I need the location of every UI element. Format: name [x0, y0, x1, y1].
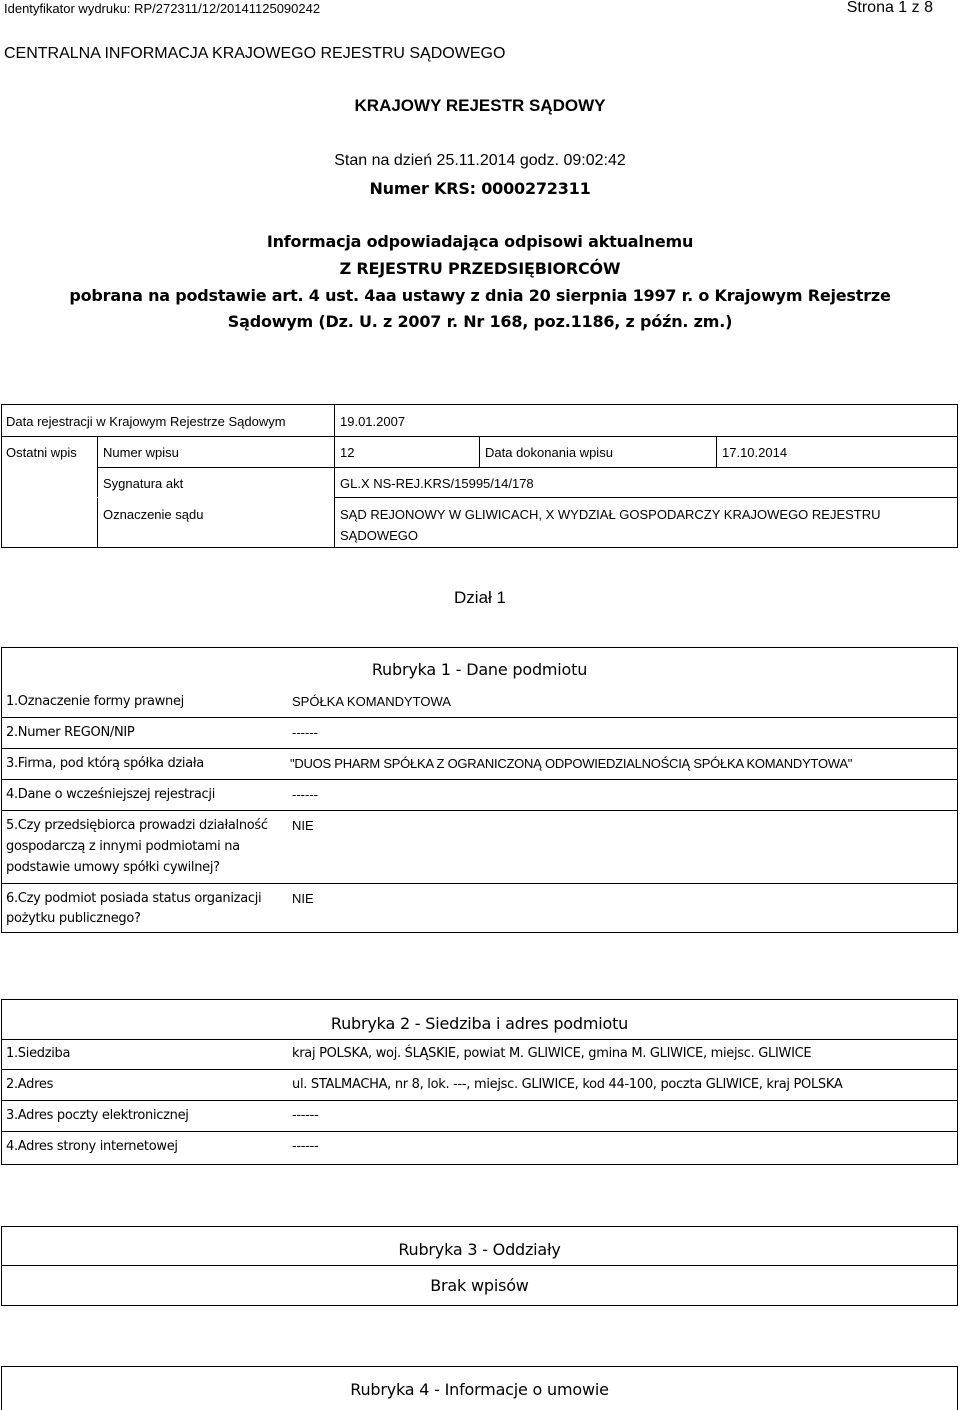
entry-date-value: 17.10.2014 — [722, 445, 788, 460]
court-value-line-2: SĄDOWEGO — [340, 528, 419, 543]
rubric-1-row-5-label-3: podstawie umowy spółki cywilnej? — [6, 860, 220, 875]
rubric-2-row-1-label: 1.Siedziba — [6, 1046, 71, 1061]
court-value-line-1: SĄD REJONOWY W GLIWICACH, X WYDZIAŁ GOSPODARCZY KRAJOWEGO REJESTRU — [340, 507, 881, 522]
rubric-1-row-2-label: 2.Numer REGON/NIP — [6, 725, 135, 740]
rubric-1-row-1-value: SPÓŁKA KOMANDYTOWA — [292, 694, 451, 709]
rubric-2-row-1-value: kraj POLSKA, woj. ŚLĄSKIE, powiat M. GLIWICE, gmina M. GLIWICE, miejsc. GLIWICE — [292, 1046, 812, 1061]
rubric-2-row-2-value: ul. STALMACHA, nr 8, lok. ---, miejsc. GLIWICE, kod 44-100, poczta GLIWICE, kraj POLSKA — [292, 1077, 843, 1092]
rubric-1-row-4-label: 4.Dane o wcześniejszej rejestracji — [6, 787, 216, 802]
court-label: Oznaczenie sądu — [103, 507, 204, 522]
rubric-2-row-4-value: ------ — [292, 1139, 319, 1154]
rubric-2-row-4-label: 4.Adres strony internetowej — [6, 1139, 178, 1154]
signature-value: GL.X NS-REJ.KRS/15995/14/178 — [340, 476, 534, 491]
rubric-2-row-3-value: ------ — [292, 1108, 319, 1123]
register-name: Z REJESTRU PRZEDSIĘBIORCÓW — [339, 259, 621, 278]
entry-date-label: Data dokonania wpisu — [485, 445, 613, 460]
legal-basis-line-2: Sądowym (Dz. U. z 2007 r. Nr 168, poz.1186, z późn. zm.) — [227, 312, 733, 331]
state-date: Stan na dzień 25.11.2014 godz. 09:02:42 — [334, 152, 626, 169]
rubric-1-title: Rubryka 1 - Dane podmiotu — [371, 660, 588, 679]
registry-title: KRAJOWY REJESTR SĄDOWY — [354, 96, 606, 115]
section-title: Dział 1 — [454, 588, 506, 607]
rubric-1-row-5-label-2: gospodarczą z innymi podmiotami na — [6, 839, 240, 854]
rubric-2-row-3-label: 3.Adres poczty elektronicznej — [6, 1108, 189, 1123]
rubric-1-row-3-label: 3.Firma, pod którą spółka działa — [6, 756, 204, 771]
krs-number: Numer KRS: 0000272311 — [369, 179, 591, 198]
rubric-1-row-6-value: NIE — [292, 891, 314, 906]
reg-date-label: Data rejestracji w Krajowym Rejestrze Sądowym — [6, 414, 286, 429]
rubric-2-title: Rubryka 2 - Siedziba i adres podmiotu — [330, 1014, 629, 1033]
rubric-1-row-1-label: 1.Oznaczenie formy prawnej — [6, 694, 184, 709]
page-number: Strona 1 z 8 — [846, 0, 933, 16]
rubric-1-row-2-value: ------ — [292, 725, 318, 740]
rubric-1-row-6-label-2: pożytku publicznego? — [6, 911, 141, 926]
rubric-4-title: Rubryka 4 - Informacje o umowie — [350, 1380, 609, 1399]
print-identifier: Identyfikator wydruku: RP/272311/12/20141125090242 — [4, 1, 321, 16]
rubric-2-row-2-label: 2.Adres — [6, 1077, 54, 1092]
info-line: Informacja odpowiadająca odpisowi aktualnemu — [266, 232, 694, 251]
rubric-1-row-6-label-1: 6.Czy podmiot posiada status organizacji — [6, 891, 262, 906]
rubric-1-row-3-value: "DUOS PHARM SPÓŁKA Z OGRANICZONĄ ODPOWIEDZIALNOŚCIĄ SPÓŁKA KOMANDYTOWA" — [290, 756, 853, 771]
signature-label: Sygnatura akt — [103, 476, 184, 491]
rubric-1-row-5-value: NIE — [292, 818, 314, 833]
rubric-1-row-4-value: ------ — [292, 787, 318, 802]
entry-no-value: 12 — [340, 445, 355, 460]
entry-no-label: Numer wpisu — [103, 445, 179, 460]
rubric-3-empty-note: Brak wpisów — [430, 1276, 529, 1295]
rubric-3-title: Rubryka 3 - Oddziały — [398, 1240, 561, 1259]
rubric-1-row-5-label-1: 5.Czy przedsiębiorca prowadzi działalność — [6, 818, 268, 833]
institution-name: CENTRALNA INFORMACJA KRAJOWEGO REJESTRU SĄDOWEGO — [4, 45, 506, 62]
last-entry-label: Ostatni wpis — [6, 445, 77, 460]
reg-date-value: 19.01.2007 — [340, 414, 406, 429]
legal-basis-line-1: pobrana na podstawie art. 4 ust. 4aa ustawy z dnia 20 sierpnia 1997 r. o Krajowym Rejestrze — [69, 286, 891, 305]
